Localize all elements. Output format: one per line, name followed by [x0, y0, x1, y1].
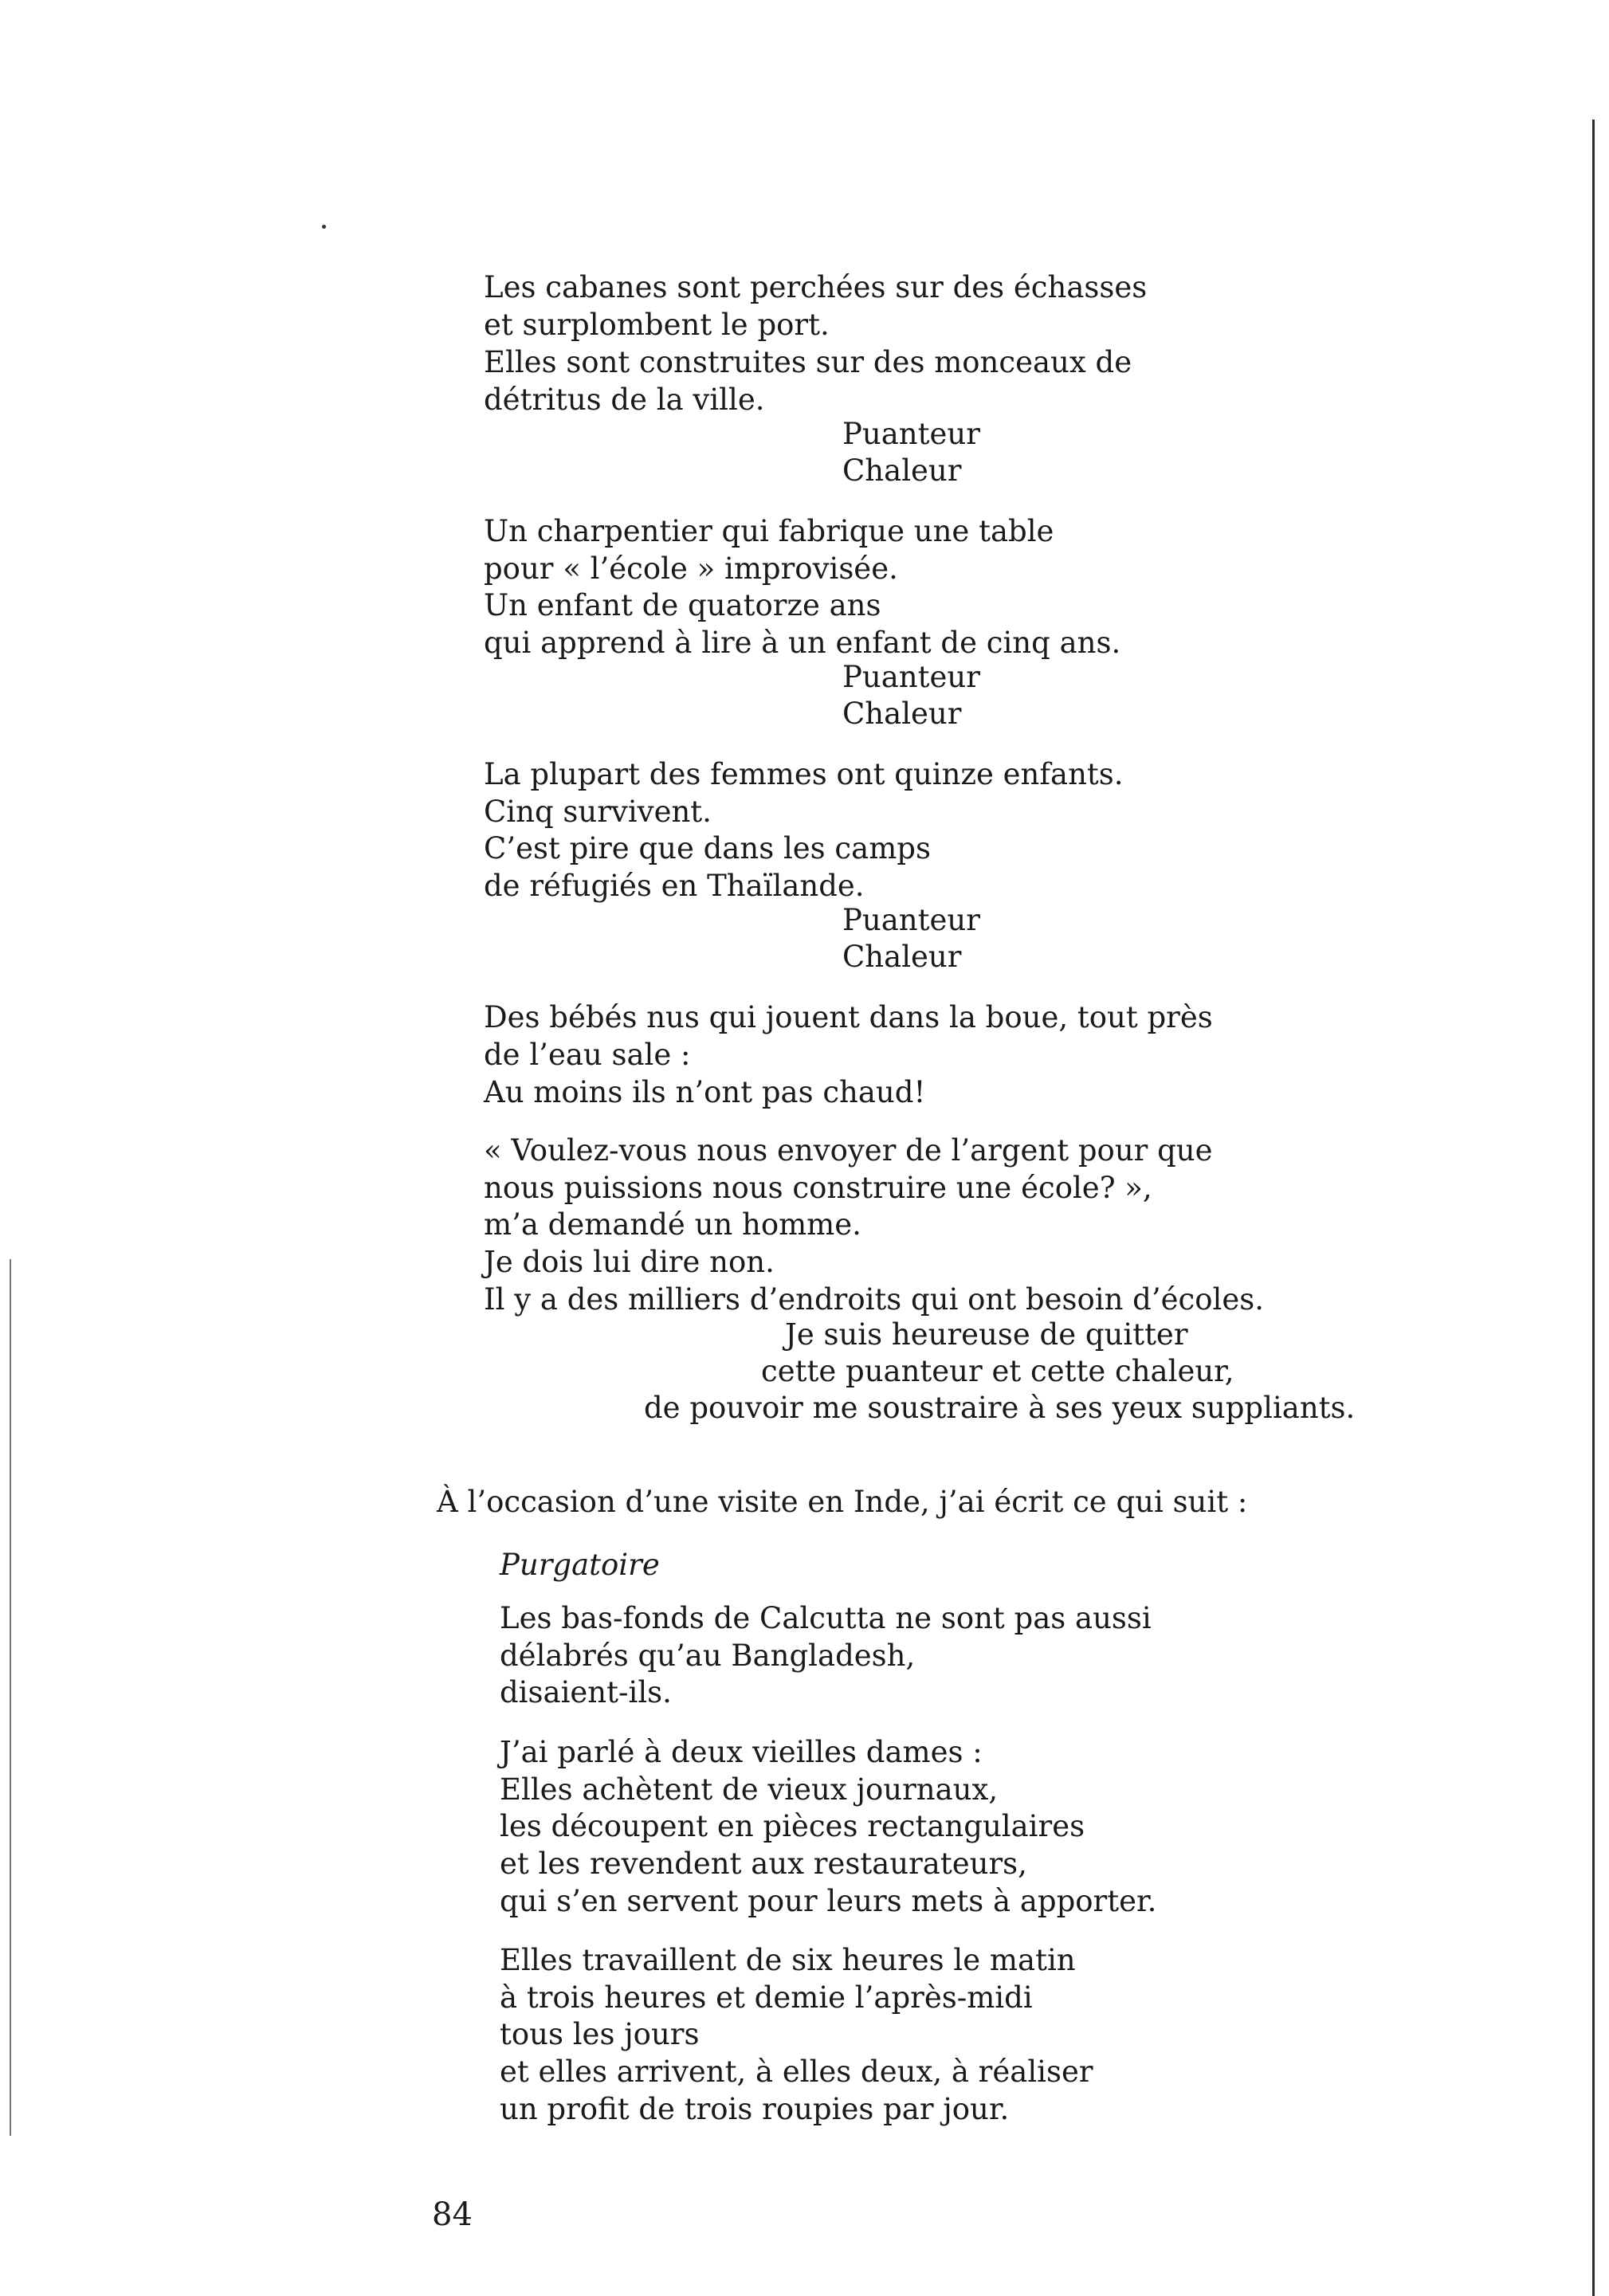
refrain-line: Chaleur: [842, 453, 962, 488]
poem-line: C’est pire que dans les camps: [484, 831, 931, 865]
poem-line: et surplombent le port.: [484, 308, 830, 342]
refrain-line: Puanteur: [842, 417, 980, 451]
poem-line: délabrés qu’au Bangladesh,: [500, 1639, 916, 1673]
page-number: 84: [432, 2196, 473, 2233]
poem-line: Des bébés nus qui jouent dans la boue, tout près: [484, 1000, 1213, 1034]
poem-line: qui s’en servent pour leurs mets à apporter.: [500, 1884, 1157, 1918]
poem-line: disaient-ils.: [500, 1675, 672, 1709]
refrain-line: Chaleur: [842, 697, 962, 731]
poem-line: J’ai parlé à deux vieilles dames :: [500, 1735, 983, 1769]
poem-line: de réfugiés en Thaïlande.: [484, 869, 865, 903]
stray-mark: [322, 225, 326, 229]
poem-line: et les revendent aux restaurateurs,: [500, 1847, 1027, 1881]
poem-title: Purgatoire: [500, 1548, 660, 1582]
poem-line: à trois heures et demie l’après-midi: [500, 1980, 1033, 2015]
prose-line: À l’occasion d’une visite en Inde, j’ai écrit ce qui suit :: [437, 1485, 1248, 1519]
poem-line: Les cabanes sont perchées sur des échasses: [484, 270, 1148, 304]
poem-line: cette puanteur et cette chaleur,: [761, 1354, 1234, 1388]
poem-line: les découpent en pièces rectangulaires: [500, 1809, 1085, 1843]
poem-line: Au moins ils n’ont pas chaud!: [484, 1075, 926, 1109]
scan-edge-left: [10, 1259, 11, 2136]
poem-line: La plupart des femmes ont quinze enfants.: [484, 757, 1124, 791]
refrain-line: Puanteur: [842, 660, 980, 694]
refrain-line: Puanteur: [842, 903, 980, 937]
poem-line: Elles sont construites sur des monceaux de: [484, 345, 1132, 379]
poem-line: un profit de trois roupies par jour.: [500, 2092, 1010, 2126]
poem-line: de l’eau sale :: [484, 1038, 691, 1072]
scan-edge-right: [1592, 120, 1595, 2296]
poem-line: Un enfant de quatorze ans: [484, 588, 881, 622]
poem-line: pour « l’école » improvisée.: [484, 551, 898, 586]
poem-line: Je suis heureuse de quitter: [785, 1317, 1188, 1352]
poem-line: « Voulez-vous nous envoyer de l’argent pour que: [484, 1133, 1213, 1168]
poem-line: tous les jours: [500, 2017, 700, 2051]
poem-line: Elles achètent de vieux journaux,: [500, 1772, 999, 1807]
poem-line: m’a demandé un homme.: [484, 1207, 861, 1242]
poem-line: Il y a des milliers d’endroits qui ont besoin d’écoles.: [484, 1282, 1264, 1317]
poem-line: Je dois lui dire non.: [484, 1245, 775, 1279]
poem-line: Elles travaillent de six heures le matin: [500, 1943, 1076, 1977]
poem-line: Un charpentier qui fabrique une table: [484, 514, 1054, 548]
poem-line: de pouvoir me soustraire à ses yeux suppliants.: [644, 1391, 1356, 1425]
poem-line: et elles arrivent, à elles deux, à réaliser: [500, 2055, 1093, 2089]
poem-line: nous puissions nous construire une école? »,: [484, 1171, 1152, 1205]
poem-line: Les bas-fonds de Calcutta ne sont pas aussi: [500, 1601, 1152, 1635]
refrain-line: Chaleur: [842, 940, 962, 974]
poem-line: détritus de la ville.: [484, 383, 765, 417]
poem-line: qui apprend à lire à un enfant de cinq ans.: [484, 626, 1121, 660]
poem-line: Cinq survivent.: [484, 795, 712, 829]
